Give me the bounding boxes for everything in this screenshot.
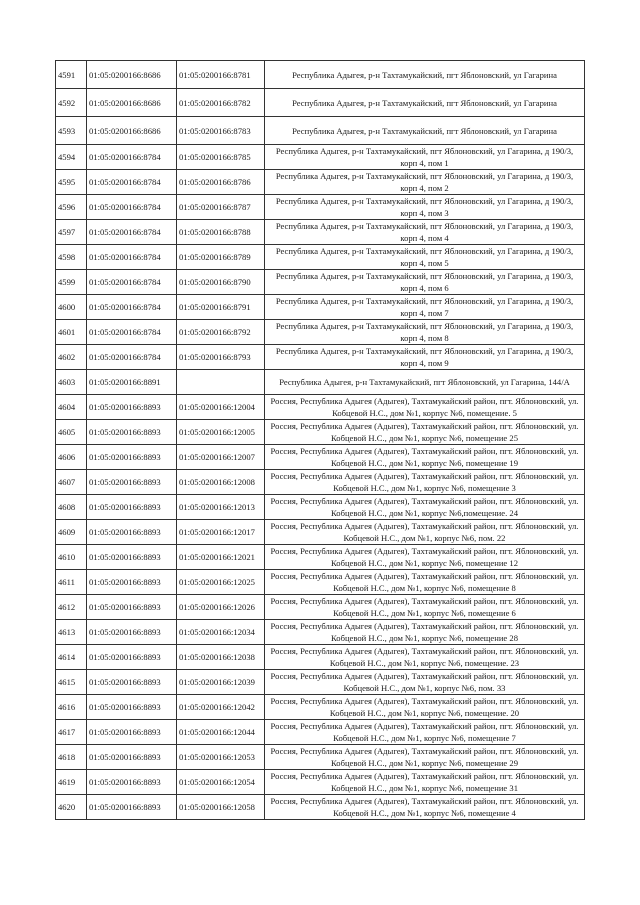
parent-cadastral-number-cell: 01:05:0200166:8893	[87, 520, 177, 545]
table-row	[56, 545, 585, 570]
row-number-cell: 4604	[56, 395, 87, 420]
row-number-cell: 4594	[56, 145, 87, 170]
address-cell: Россия, Республика Адыгея (Адыгея), Тахтамукайский район, пгт. Яблоновский, ул. Кобцевой Н.С., дом №1, корпус №6, помещение 19	[265, 445, 585, 470]
cadastral-number-cell: 01:05:0200166:12053	[177, 745, 265, 770]
cadastral-number-cell: 01:05:0200166:8786	[177, 170, 265, 195]
parent-cadastral-number-cell: 01:05:0200166:8784	[87, 220, 177, 245]
address-cell: Россия, Республика Адыгея (Адыгея), Тахтамукайский район, пгт. Яблоновский, ул. Кобцевой Н.С., дом №1, корпус №6, помещение 7	[265, 720, 585, 745]
row-number-cell: 4620	[56, 795, 87, 820]
address-cell: Республика Адыгея, р-н Тахтамукайский, пгт Яблоновский, ул Гагарина, д 190/3, корп 4, пом 3	[265, 195, 585, 220]
table-row	[56, 595, 585, 620]
address-cell: Республика Адыгея, р-н Тахтамукайский, пгт Яблоновский, ул Гагарина, д 190/3, корп 4, пом 1	[265, 145, 585, 170]
parent-cadastral-number-cell: 01:05:0200166:8784	[87, 245, 177, 270]
cadastral-number-cell: 01:05:0200166:8790	[177, 270, 265, 295]
address-cell: Республика Адыгея, р-н Тахтамукайский, пгт Яблоновский, ул Гагарина, д 190/3, корп 4, пом 2	[265, 170, 585, 195]
table-row	[56, 445, 585, 470]
parent-cadastral-number-cell: 01:05:0200166:8893	[87, 495, 177, 520]
address-cell: Республика Адыгея, р-н Тахтамукайский, пгт Яблоновский, ул Гагарина, д 190/3, корп 4, пом 9	[265, 345, 585, 370]
cadastral-number-cell: 01:05:0200166:12007	[177, 445, 265, 470]
table-row	[56, 645, 585, 670]
address-cell: Республика Адыгея, р-н Тахтамукайский, пгт Яблоновский, ул Гагарина, д 190/3, корп 4, пом 6	[265, 270, 585, 295]
row-number-cell: 4600	[56, 295, 87, 320]
table-row	[56, 370, 585, 395]
row-number-cell: 4603	[56, 370, 87, 395]
table-row	[56, 295, 585, 320]
row-number-cell: 4598	[56, 245, 87, 270]
parent-cadastral-number-cell: 01:05:0200166:8784	[87, 345, 177, 370]
table-row	[56, 770, 585, 795]
parent-cadastral-number-cell: 01:05:0200166:8893	[87, 670, 177, 695]
row-number-cell: 4593	[56, 117, 87, 145]
cadastral-number-cell: 01:05:0200166:12042	[177, 695, 265, 720]
address-cell: Россия, Республика Адыгея (Адыгея), Тахтамукайский район, пгт. Яблоновский, ул. Кобцевой Н.С., дом №1, корпус №6, помещение. 5	[265, 395, 585, 420]
parent-cadastral-number-cell: 01:05:0200166:8893	[87, 770, 177, 795]
row-number-cell: 4595	[56, 170, 87, 195]
parent-cadastral-number-cell: 01:05:0200166:8893	[87, 695, 177, 720]
row-number-cell: 4608	[56, 495, 87, 520]
address-cell: Республика Адыгея, р-н Тахтамукайский, пгт Яблоновский, ул Гагарина	[265, 61, 585, 89]
address-cell: Россия, Республика Адыгея (Адыгея), Тахтамукайский район, пгт. Яблоновский, ул. Кобцевой Н.С., дом №1, корпус №6, помещение 31	[265, 770, 585, 795]
row-number-cell: 4617	[56, 720, 87, 745]
row-number-cell: 4615	[56, 670, 87, 695]
address-cell: Россия, Республика Адыгея (Адыгея), Тахтамукайский район, пгт. Яблоновский, ул. Кобцевой Н.С., дом №1, корпус №6, пом. 33	[265, 670, 585, 695]
table-row	[56, 795, 585, 820]
parent-cadastral-number-cell: 01:05:0200166:8893	[87, 570, 177, 595]
row-number-cell: 4607	[56, 470, 87, 495]
cadastral-number-cell: 01:05:0200166:12005	[177, 420, 265, 445]
cadastral-number-cell: 01:05:0200166:8782	[177, 89, 265, 117]
row-number-cell: 4613	[56, 620, 87, 645]
parent-cadastral-number-cell: 01:05:0200166:8893	[87, 395, 177, 420]
parent-cadastral-number-cell: 01:05:0200166:8893	[87, 470, 177, 495]
address-cell: Республика Адыгея, р-н Тахтамукайский, пгт Яблоновский, ул Гагарина	[265, 89, 585, 117]
cadastral-number-cell	[177, 370, 265, 395]
address-cell: Россия, Республика Адыгея (Адыгея), Тахтамукайский район, пгт. Яблоновский, ул. Кобцевой Н.С., дом №1, корпус №6, помещение. 20	[265, 695, 585, 720]
table-row	[56, 745, 585, 770]
cadastral-number-cell: 01:05:0200166:8789	[177, 245, 265, 270]
row-number-cell: 4619	[56, 770, 87, 795]
cadastral-number-cell: 01:05:0200166:8783	[177, 117, 265, 145]
cadastral-number-cell: 01:05:0200166:12025	[177, 570, 265, 595]
parent-cadastral-number-cell: 01:05:0200166:8686	[87, 61, 177, 89]
address-cell: Россия, Республика Адыгея (Адыгея), Тахтамукайский район, пгт. Яблоновский, ул. Кобцевой Н.С., дом №1, корпус №6, помещение 4	[265, 795, 585, 820]
address-cell: Республика Адыгея, р-н Тахтамукайский, пгт Яблоновский, ул Гагарина, д 190/3, корп 4, пом 5	[265, 245, 585, 270]
cadastral-number-cell: 01:05:0200166:8791	[177, 295, 265, 320]
cadastral-number-cell: 01:05:0200166:12058	[177, 795, 265, 820]
parent-cadastral-number-cell: 01:05:0200166:8686	[87, 89, 177, 117]
table-row	[56, 720, 585, 745]
table-row	[56, 620, 585, 645]
address-cell: Россия, Республика Адыгея (Адыгея), Тахтамукайский район, пгт. Яблоновский, ул. Кобцевой Н.С., дом №1, корпус №6, пом. 22	[265, 520, 585, 545]
row-number-cell: 4597	[56, 220, 87, 245]
table-row	[56, 520, 585, 545]
address-cell: Республика Адыгея, р-н Тахтамукайский, пгт Яблоновский, ул Гагарина, 144/А	[265, 370, 585, 395]
address-cell: Россия, Республика Адыгея (Адыгея), Тахтамукайский район, пгт. Яблоновский, ул. Кобцевой Н.С., дом №1, корпус №6, помещение. 23	[265, 645, 585, 670]
row-number-cell: 4605	[56, 420, 87, 445]
row-number-cell: 4609	[56, 520, 87, 545]
table-row	[56, 345, 585, 370]
row-number-cell: 4611	[56, 570, 87, 595]
cadastral-number-cell: 01:05:0200166:8781	[177, 61, 265, 89]
address-cell: Республика Адыгея, р-н Тахтамукайский, пгт Яблоновский, ул Гагарина	[265, 117, 585, 145]
cadastral-number-cell: 01:05:0200166:12021	[177, 545, 265, 570]
parent-cadastral-number-cell: 01:05:0200166:8686	[87, 117, 177, 145]
address-cell: Россия, Республика Адыгея (Адыгея), Тахтамукайский район, пгт. Яблоновский, ул. Кобцевой Н.С., дом №1, корпус №6, помещение 29	[265, 745, 585, 770]
address-cell: Россия, Республика Адыгея (Адыгея), Тахтамукайский район, пгт. Яблоновский, ул. Кобцевой Н.С., дом №1, корпус №6, помещение 3	[265, 470, 585, 495]
row-number-cell: 4618	[56, 745, 87, 770]
cadastral-number-cell: 01:05:0200166:12044	[177, 720, 265, 745]
cadastral-number-cell: 01:05:0200166:8788	[177, 220, 265, 245]
table-body	[56, 61, 585, 820]
address-cell: Республика Адыгея, р-н Тахтамукайский, пгт Яблоновский, ул Гагарина, д 190/3, корп 4, пом 4	[265, 220, 585, 245]
cadastral-table	[55, 60, 585, 820]
address-cell: Россия, Республика Адыгея (Адыгея), Тахтамукайский район, пгт. Яблоновский, ул. Кобцевой Н.С., дом №1, корпус №6, помещение 28	[265, 620, 585, 645]
parent-cadastral-number-cell: 01:05:0200166:8893	[87, 795, 177, 820]
cadastral-number-cell: 01:05:0200166:12034	[177, 620, 265, 645]
cadastral-number-cell: 01:05:0200166:12004	[177, 395, 265, 420]
table-row	[56, 470, 585, 495]
parent-cadastral-number-cell: 01:05:0200166:8893	[87, 645, 177, 670]
table-row	[56, 695, 585, 720]
address-cell: Россия, Республика Адыгея (Адыгея), Тахтамукайский район, пгт. Яблоновский, ул. Кобцевой Н.С., дом №1, корпус №6, помещение 12	[265, 545, 585, 570]
table-row	[56, 320, 585, 345]
cadastral-number-cell: 01:05:0200166:8792	[177, 320, 265, 345]
row-number-cell: 4592	[56, 89, 87, 117]
parent-cadastral-number-cell: 01:05:0200166:8784	[87, 195, 177, 220]
address-cell: Россия, Республика Адыгея (Адыгея), Тахтамукайский район, пгт. Яблоновский, ул. Кобцевой Н.С., дом №1, корпус №6, помещение 25	[265, 420, 585, 445]
row-number-cell: 4601	[56, 320, 87, 345]
row-number-cell: 4591	[56, 61, 87, 89]
table-row	[56, 495, 585, 520]
parent-cadastral-number-cell: 01:05:0200166:8893	[87, 745, 177, 770]
parent-cadastral-number-cell: 01:05:0200166:8893	[87, 595, 177, 620]
row-number-cell: 4614	[56, 645, 87, 670]
row-number-cell: 4606	[56, 445, 87, 470]
table-row	[56, 89, 585, 117]
parent-cadastral-number-cell: 01:05:0200166:8891	[87, 370, 177, 395]
table-row	[56, 145, 585, 170]
table-row	[56, 61, 585, 89]
parent-cadastral-number-cell: 01:05:0200166:8893	[87, 720, 177, 745]
table-row	[56, 270, 585, 295]
parent-cadastral-number-cell: 01:05:0200166:8784	[87, 295, 177, 320]
parent-cadastral-number-cell: 01:05:0200166:8893	[87, 445, 177, 470]
address-cell: Республика Адыгея, р-н Тахтамукайский, пгт Яблоновский, ул Гагарина, д 190/3, корп 4, пом 7	[265, 295, 585, 320]
cadastral-number-cell: 01:05:0200166:8787	[177, 195, 265, 220]
parent-cadastral-number-cell: 01:05:0200166:8893	[87, 420, 177, 445]
table-row	[56, 195, 585, 220]
table-row	[56, 395, 585, 420]
parent-cadastral-number-cell: 01:05:0200166:8893	[87, 620, 177, 645]
table-row	[56, 420, 585, 445]
cadastral-number-cell: 01:05:0200166:12038	[177, 645, 265, 670]
parent-cadastral-number-cell: 01:05:0200166:8784	[87, 270, 177, 295]
address-cell: Республика Адыгея, р-н Тахтамукайский, пгт Яблоновский, ул Гагарина, д 190/3, корп 4, пом 8	[265, 320, 585, 345]
cadastral-number-cell: 01:05:0200166:12054	[177, 770, 265, 795]
parent-cadastral-number-cell: 01:05:0200166:8784	[87, 145, 177, 170]
address-cell: Россия, Республика Адыгея (Адыгея), Тахтамукайский район, пгт. Яблоновский, ул. Кобцевой Н.С., дом №1, корпус №6,помещение. 24	[265, 495, 585, 520]
table-row	[56, 570, 585, 595]
cadastral-number-cell: 01:05:0200166:8793	[177, 345, 265, 370]
parent-cadastral-number-cell: 01:05:0200166:8893	[87, 545, 177, 570]
parent-cadastral-number-cell: 01:05:0200166:8784	[87, 320, 177, 345]
table-row	[56, 245, 585, 270]
cadastral-number-cell: 01:05:0200166:12039	[177, 670, 265, 695]
row-number-cell: 4599	[56, 270, 87, 295]
cadastral-number-cell: 01:05:0200166:12017	[177, 520, 265, 545]
table-row	[56, 220, 585, 245]
address-cell: Россия, Республика Адыгея (Адыгея), Тахтамукайский район, пгт. Яблоновский, ул. Кобцевой Н.С., дом №1, корпус №6, помещение 6	[265, 595, 585, 620]
row-number-cell: 4612	[56, 595, 87, 620]
cadastral-number-cell: 01:05:0200166:8785	[177, 145, 265, 170]
table-row	[56, 117, 585, 145]
cadastral-number-cell: 01:05:0200166:12008	[177, 470, 265, 495]
row-number-cell: 4616	[56, 695, 87, 720]
table-row	[56, 170, 585, 195]
row-number-cell: 4596	[56, 195, 87, 220]
cadastral-number-cell: 01:05:0200166:12013	[177, 495, 265, 520]
row-number-cell: 4610	[56, 545, 87, 570]
address-cell: Россия, Республика Адыгея (Адыгея), Тахтамукайский район, пгт. Яблоновский, ул. Кобцевой Н.С., дом №1, корпус №6, помещение 8	[265, 570, 585, 595]
row-number-cell: 4602	[56, 345, 87, 370]
parent-cadastral-number-cell: 01:05:0200166:8784	[87, 170, 177, 195]
table-row	[56, 670, 585, 695]
cadastral-number-cell: 01:05:0200166:12026	[177, 595, 265, 620]
